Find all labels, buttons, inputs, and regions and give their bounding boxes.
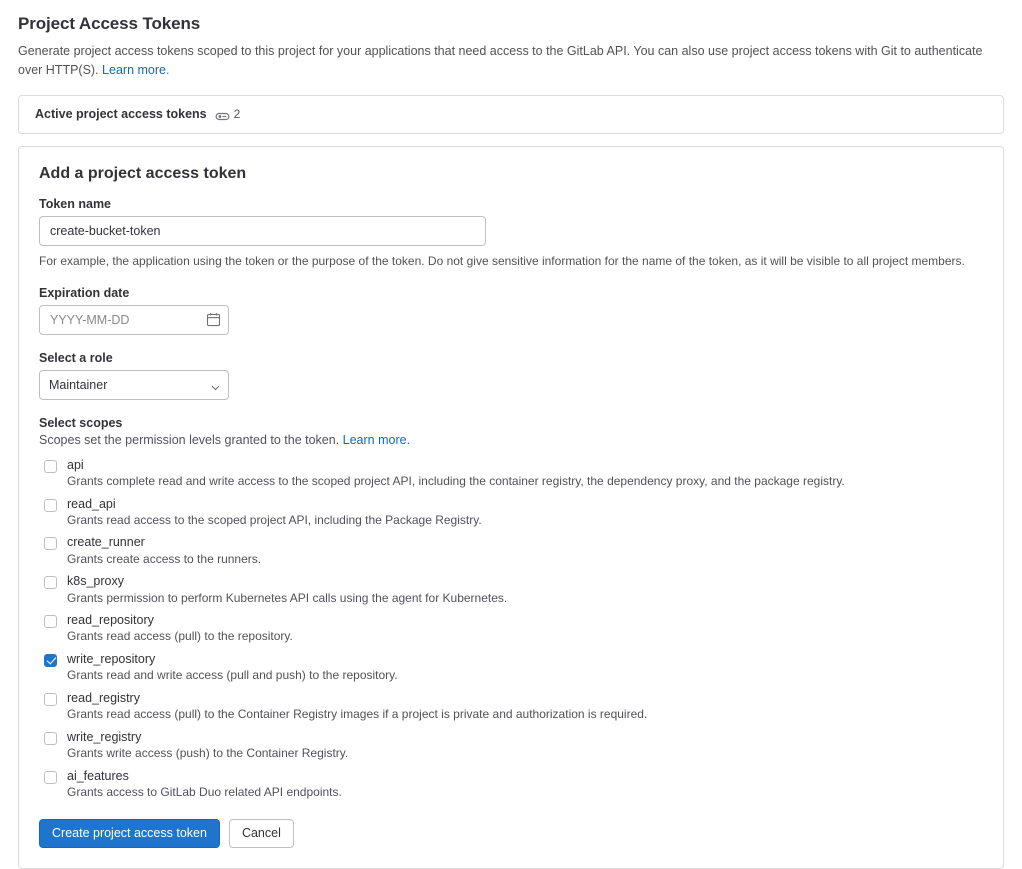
scope-row-k8s_proxy xyxy=(39,573,983,609)
scope-desc-ai_features: Grants access to GitLab Duo related API endpoints. xyxy=(67,784,342,799)
token-icon xyxy=(215,109,230,124)
scopes-subtitle-text: Scopes set the permission levels granted to the token. xyxy=(39,432,340,447)
scope-label-write_registry: write_registry xyxy=(67,729,142,744)
add-token-heading: Add a project access token xyxy=(39,164,247,182)
scope-checkbox-read_repository[interactable] xyxy=(44,615,57,628)
active-tokens-count-badge xyxy=(215,107,241,122)
scopes-list xyxy=(39,457,983,804)
role-select[interactable] xyxy=(39,370,229,400)
scope-desc-write_registry: Grants write access (push) to the Container Registry. xyxy=(67,745,349,760)
scope-row-api xyxy=(39,457,983,493)
scope-checkbox-read_registry[interactable] xyxy=(44,693,57,706)
scope-desc-k8s_proxy: Grants permission to perform Kubernetes API calls using the agent for Kubernetes. xyxy=(67,590,508,605)
scope-checkbox-write_repository[interactable] xyxy=(44,654,57,667)
expiration-date-field xyxy=(39,305,229,335)
scope-row-read_registry xyxy=(39,690,983,726)
scope-desc-read_api: Grants read access to the scoped project API, including the Package Registry. xyxy=(67,512,482,527)
scope-desc-read_registry: Grants read access (pull) to the Container Registry images if a project is private and authorization is required. xyxy=(67,707,648,722)
scope-row-ai_features xyxy=(39,768,983,804)
scope-row-read_repository xyxy=(39,612,983,648)
scope-row-write_repository xyxy=(39,651,983,687)
cancel-button[interactable]: Cancel xyxy=(229,819,294,848)
role-label: Select a role xyxy=(39,350,113,365)
page-description xyxy=(18,42,983,81)
scope-label-ai_features: ai_features xyxy=(67,768,129,783)
page-description-text: Generate project access tokens scoped to this project for your applications that need access to the GitLab API. You can also use project access tokens with Git to authenticate over HTTP(S). xyxy=(18,44,983,78)
scope-label-k8s_proxy: k8s_proxy xyxy=(67,574,124,589)
scopes-title: Select scopes xyxy=(39,415,123,430)
scope-checkbox-create_runner[interactable] xyxy=(44,537,57,550)
expiration-date-label: Expiration date xyxy=(39,285,130,300)
token-name-help: For example, the application using the token or the purpose of the token. Do not give sensitive information for the name of the token, as it will be visible to all project members. xyxy=(39,253,965,268)
scope-desc-read_repository: Grants read access (pull) to the repository. xyxy=(67,629,293,644)
scope-desc-api: Grants complete read and write access to the scoped project API, including the container registry, the dependency proxy, and the package registry. xyxy=(67,474,845,488)
scope-desc-write_repository: Grants read and write access (pull and push) to the repository. xyxy=(67,668,398,683)
scope-checkbox-ai_features[interactable] xyxy=(44,771,57,784)
active-tokens-count: 2 xyxy=(233,107,241,122)
scope-label-read_repository: read_repository xyxy=(67,613,154,628)
create-token-button[interactable]: Create project access token xyxy=(39,819,220,848)
scope-row-read_api xyxy=(39,496,983,532)
scope-row-write_registry xyxy=(39,729,983,765)
page-title: Project Access Tokens xyxy=(18,14,201,33)
scopes-learn-more-link[interactable]: Learn more. xyxy=(342,432,411,447)
learn-more-link[interactable]: Learn more. xyxy=(102,63,170,78)
scope-desc-create_runner: Grants create access to the runners. xyxy=(67,551,262,566)
scope-checkbox-write_registry[interactable] xyxy=(44,732,57,745)
scope-checkbox-read_api[interactable] xyxy=(44,499,57,512)
scope-label-write_repository: write_repository xyxy=(67,651,156,666)
active-tokens-card xyxy=(18,95,1004,134)
form-actions xyxy=(39,819,983,848)
scope-checkbox-api[interactable] xyxy=(44,460,57,473)
scope-checkbox-k8s_proxy[interactable] xyxy=(44,576,57,589)
scope-label-create_runner: create_runner xyxy=(67,535,145,550)
scopes-subtitle xyxy=(39,433,983,447)
scope-label-read_registry: read_registry xyxy=(67,690,140,705)
token-name-input[interactable] xyxy=(39,216,486,246)
role-select-wrap xyxy=(39,370,229,400)
scope-row-create_runner xyxy=(39,534,983,570)
scope-label-read_api: read_api xyxy=(67,496,116,511)
scope-label-api: api xyxy=(67,457,84,472)
active-tokens-title: Active project access tokens xyxy=(35,107,207,122)
active-tokens-header xyxy=(19,96,1003,133)
add-token-panel xyxy=(18,146,1004,869)
expiration-date-input[interactable] xyxy=(39,305,229,335)
token-name-label: Token name xyxy=(39,196,112,211)
